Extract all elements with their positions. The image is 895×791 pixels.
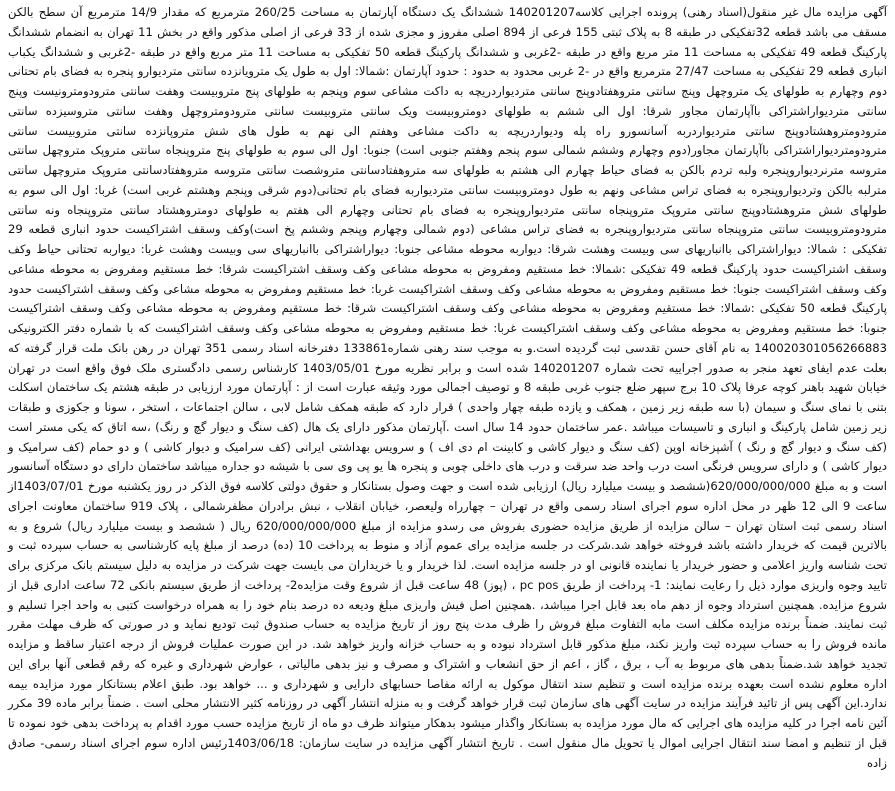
auction-notice-text: آگهی مزایده مال غیر منقول(اسناد رهنی) پرونده اجرایی کلاسه140201207 ششدانگ یک دستگاه آپارتمان به مساحت 260/25 مترمربع که مقدار 14/9 مترمربع آن سطح بالکن مسقف می باشد قطعه 32تفکیکی در طبقه 8 به پلاک ثبتی 155 فرعی از 894 اصلی مفروز و مجزی شده از 33 فرعی از اصلی مذکور واقع در بخش 11 تهران به انضمام ششدانگ پارکینگ قطعه 49 تفکیکی به مساحت 11 متر مربع واقع در طبقه -2غربی و ششدانگ پارکینگ قطعه 50 تفکیکی به مساحت 11 متر مربع واقع در طبقه -2غربی و ششدانگ یکباب انباری قطعه 29 تفکیکی به مساحت 27/47 مترمربع واقع در -2 غربی محدود به حدود : حدود آپارتمان :شمالا: اول به طول یک مترویانزده سانتی متردیوارو پنجره به فضای بام تحتانی دوم وچهارم به طولهای یک متروچهل وپنج سانتی متروهفتادوپنج سانتی متردیواردریچه به داکت مشاعی سوم وپنجم به طولهای پنج متروبیست وهفت سانتی مترودومترونیست وپنج سانتی متردیواراشتراکی باآپارتمان مجاور شرقا: اول الی ششم به طولهای دومتروبیست ویک سانتی متروبیست سانتی مترودومتروچهل وهفت سانتی متروسیزده سانتی مترودومتروهشتادوپنج سانتی متردیواردربه آسانسورو راه پله ودیواردریچه به داکت مشاعی وهفتم الی نهم به طول های شش متروپانزده سانتی متروبیست سانتی مترودومتردیواراشتراکی باآپارتمان مجاور(دوم وچهارم وششم شمالی سوم پنجم وهفتم جنوبی است) جنوبا: اول الی سوم به طولهای پنج متروپنجاه سانتی متروپک متروچهل سانتی متروسه مترنردیواروپنجره ولبه تردم بالکن به فضای حیاط چهارم الی هشتم به طولهای سه متروهفتادسانتی متروشصت سانتی متروسه متروهفتادسانتی متروپک متروچهل سانتی مترلبه بالکن وتردیواروپنجره به فضای تراس مشاعی ونهم به طول دومتروبیست سانتی متردیواربه فضای بام تحتانی(دوم شرقی وپنجم وهشتم غربی است) غربا: اول الی سوم به طولهای شش متروهشتادوپنج سانتی متروپک متروپنجاه سانتی متردیواروپنجره به فضای بام تحتانی وچهارم الی هفتم به طولهای دومتروهشتاد سانتی متروپنجاه ونه سانتی مترودومتروبیست سانتی متروپنجاه سانتی متردیواروپنجره به فضای تراس مشاعی (دوم شمالی وچهارم وپنجم وششم پخ است)وکف وسقف اشتراکیست حدود انباری قطعه 29 تفکیکی : شمالا: دیواراشتراکی باانباریهای سی وبیست وهشت شرقا: دیواربه محوطه مشاعی جنوبا: دیواراشتراکی باانباریهای سی وبیست وهشت غربا: دیواربه تحتانی حیاط وکف وسقف اشتراکیست حدود پارکینگ قطعه 49 تفکیکی :شمالا: خط مستقیم ومفروض به محوطه مشاعی وکف وسقف اشتراکیست شرقا: خط مستقیم ومفروض به محوطه مشاعی وکف وسقف اشتراکیست جنوبا: خط مستقیم ومفروض به محوطه مشاعی وکف وسقف اشتراکیست غربا: خط مستقیم ومفروض به محوطه مشاعی وکف وسقف اشتراکیست حدود پارکینگ قطعه 50 تفکیکی :شمالا: خط مستقیم ومفروض به محوطه مشاعی وکف وسقف اشتراکیست شرقا: خط مستقیم ومفروض به محوطه مشاعی وکف وسقف اشتراکیست جنوبا: خط مستقیم ومفروض به محوطه مشاعی وکف وسقف اشتراکیست غربا: خط مستقیم ومفروض به محوطه مشاعی وکف وسقف اشتراکیست که با شماره دفتر الکترونیکی 140020301056266883 به نام آقای حسن تقدسی ثبت گردیده است.و به موجب سند رهنی شماره133861 دفترخانه اسناد رسمی 351 تهران در رهن بانک ملت قرار گرفته که بعلت عدم ایفای تعهد منجر به صدور اجراییه تحت شماره 140201207 شده است و برابر نظریه مورخ 1403/05/01 کارشناس رسمی دادگستری ملک فوق واقع است در تهران خیابان شهید باهنر کوچه عرفا پلاک 10 برج سپهر ضلع جنوب غربی طبقه 8 و توصیف اجمالی مورد وثیقه عبارت است از : آپارتمان مورد ارزیابی در طبقه هشتم یک ساختمان اسکلت بتنی با نمای سنگ و سیمان (با سه طبقه زیر زمین ، همکف و یازده طبقه چهار واحدی ) قرار دارد که طبقه همکف شامل لابی ، سالن اجتماعات ، استخر ، سونا و جکوزی و طبقات زیر زمین شامل پارکینگ و انباری و تاسیسات میباشد .عمر ساختمان حدود 14 سال است .آپارتمان مذکور دارای یک هال (کف سنگ و دیوار گچ و رنگ) ،سه اتاق که یکی مستر است (کف سنگ و دیوار گچ و رنگ ) آشپزخانه اوپن (کف سنگ و دیوار کاشی و کابینت ام دی اف ) و سرویس بهداشتی ایرانی (کف سرامیک و دیوار کاشی ) و دو حمام (کف سرامیک و دیوار کاشی ) و دارای سرویس فرنگی است درب واحد ضد سرقت و درب های داخلی چوبی و پنجره ها یو پی وی سی با شیشه دو جداره میباشد ساختمان دارای دو دستگاه آسانسور است و به مبلغ 620/000/000/000(ششصد و بیست میلیارد ریال) ارزیابی شده است و جهت وصول بستانکار و حقوق دولتی کلاسه فوق الذکر در روز یکشنبه مورخ 1403/07/01از ساعت 9 الی 12 ظهر در محل اداره سوم اجرای اسناد رسمی واقع در تهران – چهارراه ولیعصر، خیابان انقلاب ، نبش برادران مظفرشمالی ، پلاک 919 ساختمان معاونت اجرای اسناد رسمی ثبت استان تهران – سالن مزایده از طریق مزایده حضوری بفروش می رسدو مزایده از مبلغ 620/000/000/000 ریال ( ششصد و بیست میلیارد ریال) شروع و به بالاترین قیمت که خریدار داشته باشد فروخته خواهد شد.شرکت در جلسه مزایده برای عموم آزاد و منوط به پرداخت 10 (ده) درصد از مبلغ پایه کارشناسی به حساب سپرده ثبت و تحت شناسه واریز اعلامی و حضور خریدار یا نماینده قانونی او در جلسه مزایده است. لذا خریدار و یا خریداران می بایست جهت شرکت در مزایده به دلیل سیستم بانک مرکزی برای تایید وجوه واریزی موارد ذیل را رعایت نمایند: 1- پرداخت از طریق pc pos ، (پوز) 48 ساعت قبل از شروع وقت مزایده2- پرداخت از طریق سیستم بانکی 72 ساعت اداری قبل از شروع مزایده. همچنین استرداد وجوه از دهم ماه بعد قابل اجرا میباشد، .همچنین اصل فیش واریزی مبلغ ودیعه ده درصد بنام خود را به همراه درخواست کتبی به واحد اجرا تسلیم و ثبت نمایند. ضمناً برنده مزایده مکلف است مابه التفاوت مبلغ فروش را ظرف مدت پنج روز از تاریخ مزایده به حساب صندوق ثبت تودیع نماید و در صورتی که ظرف مهلت مقرر مانده فروش را به حساب سپرده ثبت واریز نکند، مبلغ مذکور قابل استرداد نبوده و به حساب خزانه واریز خواهد شد. در این صورت عملیات فروش از درجه اعتبار ساقط و مزایده تجدید خواهد شد.ضمناً بدهی های مربوط به آب ، برق ، گاز ، اعم از حق انشعاب و اشتراک و مصرف و نیز بدهی مالیاتی ، عوارض شهرداری و غیره که رقم قطعی آنها برای این اداره معلوم نشده است بعهده برنده مزایده است و تنظیم سند انتقال موکول به ارائه مفاصا حسابهای دارایی و شهرداری و ... خواهد بود. طبق اعلام بستانکار مورد مزایده بیمه ندارد.این آگهی پس از تائید فرآیند مزایده در سایت آگهی های سازمان ثبت قرار خواهد گرفت و به منزله انتشار آگهی در روزنامه کثیر الانتشار محلی است . ضمناً برابر ماده 39 مکرر آئین نامه اجرا در کلیه مزایده های اجرایی که مال مورد مزایده به بستانکار واگذار میشود بدهکار میتواند ظرف دو ماه از تاریخ مزایده حسب مورد اقدام به پرداخت بدهی خود نموده تا قبل از تنظیم و امضا سند انتقال اجرایی اموال یا تحویل مال منقول است . تاریخ انتشار آگهی مزایده در سایت سازمان: 1403/06/18رئیس اداره سوم اجرای اسناد رسمی- صادق زاده	[8, 5, 888, 770]
